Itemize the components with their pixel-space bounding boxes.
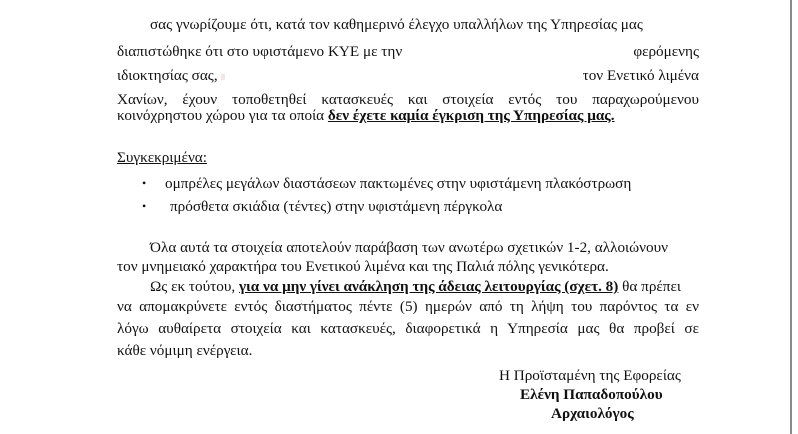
text: Χανίων, έχουν τοποθετηθεί κατασκευές και στοιχεία εντός του παραχωρούμενου	[117, 91, 699, 108]
paragraph-2-line-2	[117, 257, 699, 276]
text: θα πρέπει	[618, 278, 681, 295]
bullet-glyph: •	[142, 199, 147, 213]
text: ιδιοκτησίας σας,	[117, 67, 218, 84]
paragraph-3-line-3	[117, 319, 699, 338]
text: κοινόχρηστου χώρου για τα οποία	[117, 107, 328, 124]
paragraph-3-line-1	[150, 277, 699, 296]
redaction-mark	[221, 74, 225, 80]
text: λόγω αυθαίρετα στοιχεία και κατασκευές, διαφορετικά η Υπηρεσία μας θα προβεί σε	[117, 320, 699, 337]
signature-role: Η Προϊσταμένη της Εφορείας	[499, 367, 681, 384]
text: τον μνημειακό χαρακτήρα του Ενετικού λιμένα και της Παλιά πόλης γενικότερα.	[117, 258, 609, 275]
text: να απομακρύνετε εντός διαστήματος πέντε (5) ημερών από τη λήψη του παρόντος τα εν	[117, 298, 699, 315]
paragraph-3-line-4	[117, 341, 699, 360]
text: τον Ενετικό λιμένα	[582, 67, 699, 84]
specifically-label: Συγκεκριμένα:	[117, 149, 207, 166]
text: Ως εκ τούτου,	[150, 278, 239, 295]
text: Όλα αυτά τα στοιχεία αποτελούν παράβαση των ανωτέρω σχετικών 1-2, αλλοιώνουν	[150, 239, 668, 256]
paragraph-1-line-1	[150, 15, 699, 34]
signature-name: Ελένη Παπαδοπούλου	[520, 386, 663, 403]
text: φερόμενης	[633, 43, 699, 60]
text: διαπιστώθηκε ότι στο υφιστάμενο ΚΥΕ με την	[117, 43, 403, 60]
text: σας γνωρίζουμε ότι, κατά τον καθημερινό έλεγχο υπαλλήλων της Υπηρεσίας μας	[150, 16, 643, 33]
text: κάθε νόμιμη ενέργεια.	[117, 342, 253, 359]
emphasis-license-revocation: για να μην γίνει ανάκληση της άδειας λειτουργίας (σχετ. 8)	[238, 278, 619, 295]
bullet-item: ομπρέλες μεγάλων διαστάσεων πακτωμένες στην υφιστάμενη πλακόστρωση	[165, 175, 632, 192]
bullet-glyph: •	[142, 176, 147, 190]
paragraph-3-line-2	[117, 297, 699, 316]
paragraph-1-line-3	[117, 66, 699, 85]
page-edge-divider	[790, 0, 798, 434]
paragraph-1-line-2	[117, 42, 699, 61]
signature-title: Αρχαιολόγος	[551, 405, 634, 422]
emphasis-no-approval: δεν έχετε καμία έγκριση της Υπηρεσίας μας.	[327, 107, 615, 124]
paragraph-1-line-5	[117, 106, 699, 125]
bullet-item: πρόσθετα σκιάδια (τέντες) στην υφιστάμενη πέργκολα	[170, 198, 503, 215]
paragraph-2-line-1	[150, 238, 699, 257]
